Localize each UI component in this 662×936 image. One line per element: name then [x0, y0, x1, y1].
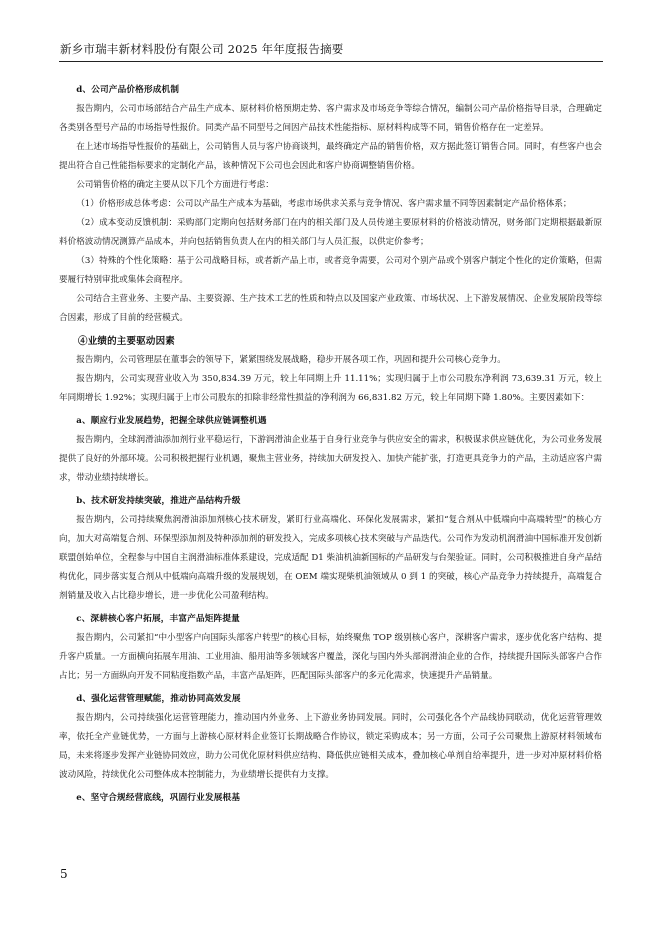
paragraph: 报告期内，公司实现营业收入为 350,834.39 万元，较上年同期上升 11.11%；实现归属于上市公司股东净利润 73,639.31 万元，较上年同期增长 1.92%；实现归属于上市公司股东的扣除非经常性损益的净利润为 66,831.82 万元，较上年同期下降 1.80%。主要因素如下：: [59, 374, 602, 403]
subheading-b: b、技术研发持续突破，推进产品结构升级: [76, 496, 241, 506]
paragraph: 报告期内，公司紧扣“中小型客户向国际头部客户转型”的核心目标，始终聚焦 TOP 级别核心客户，深耕客户需求，逐步优化客户结构、提升客户质量。一方面横向拓展车用油、工业用油、船用油等多领域客户覆盖，深化与国内外头部润滑油企业的合作，持续提升国际头部客户合作占比；另一方面纵向开发不同粘度指数产品，丰富产品矩阵，匹配国际头部客户的多元化需求，快速提升产品销量。: [59, 633, 602, 681]
header-divider: [59, 61, 603, 62]
section-heading-pricing: d、公司产品价格形成机制: [76, 85, 180, 95]
paragraph: 报告期内，公司持续强化运营管理能力，推动国内外业务、上下游业务协同发展。同时，公司强化各个产品线协同联动，优化运营管理效率，依托全产业链优势，一方面与上游核心原材料企业签订长期战略合作协议，锁定采购成本；另一方面，公司子公司聚焦上游原材料领域布局，未来将逐步发挥产业链协同效应，助力公司优化原材料供应结构、降低供应链相关成本，叠加核心单剂自给率提升，进一步对冲原材料价格波动风险，持续优化公司整体成本控制能力，为业绩增长提供有力支撑。: [59, 713, 602, 780]
paragraph: 报告期内，公司管理层在董事会的领导下，紧紧围绕发展战略，稳步开展各项工作，巩固和提升公司核心竞争力。: [76, 355, 506, 365]
paragraph: 报告期内，公司持续聚焦润滑油添加剂核心技术研发，紧盯行业高端化、环保化发展需求，紧扣“复合剂从中低端向中高端转型”的核心方向，加大对高端复合剂、环保型添加剂及特种添加剂的研发投入，完成多项核心技术突破与产品迭代。公司作为发动机润滑油中国标准开发创新联盟创始单位，全程参与中国自主润滑油标准体系建设，完成适配 D1 柴油机油新国标的产品研发与台架验证。同时，公司积极推进自身产品结构优化，同步落实复合剂从中低端向高端升级的发展规划，在 OEM 端实现柴机油领域从 0 到 1 的突破，核心产品竞争力持续提升，高端复合剂销量及收入占比稳步增长，进一步优化公司盈利结构。: [59, 515, 602, 601]
subheading-a: a、顺应行业发展趋势，把握全球供应链调整机遇: [76, 416, 267, 426]
list-item: （2）成本变动反馈机制：采购部门定期向包括财务部门在内的相关部门及人员传递主要原材料的价格波动情况，财务部门定期根据最新原料价格波动情况测算产品成本，并向包括销售负责人在内的相关部门与人员汇报，以供定价参考；: [59, 218, 602, 247]
section-heading-drivers: ④业绩的主要驱动因素: [78, 336, 176, 347]
list-item: （3）特殊的个性化策略：基于公司战略目标，或者新产品上市，或者竞争需要，公司对个别产品或个别客户制定个性化的定价策略，但需要履行特别审批或集体会商程序。: [59, 256, 602, 285]
paragraph: 报告期内，公司市场部结合产品生产成本、原材料价格预期走势、客户需求及市场竞争等综合情况，编制公司产品价格指导目录，合理确定各类别各型号产品的市场指导性报价。同类产品不同型号之间因产品技术性能指标、原材料构成等不同，销售价格存在一定差异。: [59, 104, 602, 133]
list-item: （1）价格形成总体考虑：公司以产品生产成本为基础，考虑市场供求关系与竞争情况、客户需求量不同等因素制定产品价格体系；: [76, 199, 572, 209]
paragraph: 在上述市场指导性报价的基础上，公司销售人员与客户协商谈判，最终确定产品的销售价格，双方据此签订销售合同。同时，有些客户也会提出符合自己性能指标要求的定制化产品，该种情况下公司也会因此和客户协商调整销售价格。: [59, 142, 602, 171]
subheading-d: d、强化运营管理赋能，推动协同高效发展: [76, 694, 241, 704]
paragraph: 报告期内，全球润滑油添加剂行业平稳运行，下游润滑油企业基于自身行业竞争与供应安全的需求，积极谋求供应链优化，为公司业务发展提供了良好的外部环境。公司积极把握行业机遇，聚焦主营业务，持续加大研发投入、加快产能扩张，打造更具竞争力的产品，主动适应客户需求，带动业绩持续增长。: [59, 435, 602, 483]
subheading-c: c、深耕核心客户拓展，丰富产品矩阵提量: [76, 614, 240, 624]
report-header-title: 新乡市瑞丰新材料股份有限公司 2025 年年度报告摘要: [60, 42, 344, 56]
paragraph: 公司销售价格的确定主要从以下几个方面进行考虑：: [76, 180, 274, 190]
page-number: 5: [60, 867, 68, 881]
paragraph: 公司结合主营业务、主要产品、主要资源、生产技术工艺的性质和特点以及国家产业政策、市场状况、上下游发展情况、企业发展阶段等综合因素，形成了目前的经营模式。: [59, 294, 602, 323]
report-body: [59, 77, 602, 808]
subheading-e: e、坚守合规经营底线，巩固行业发展根基: [76, 793, 241, 803]
